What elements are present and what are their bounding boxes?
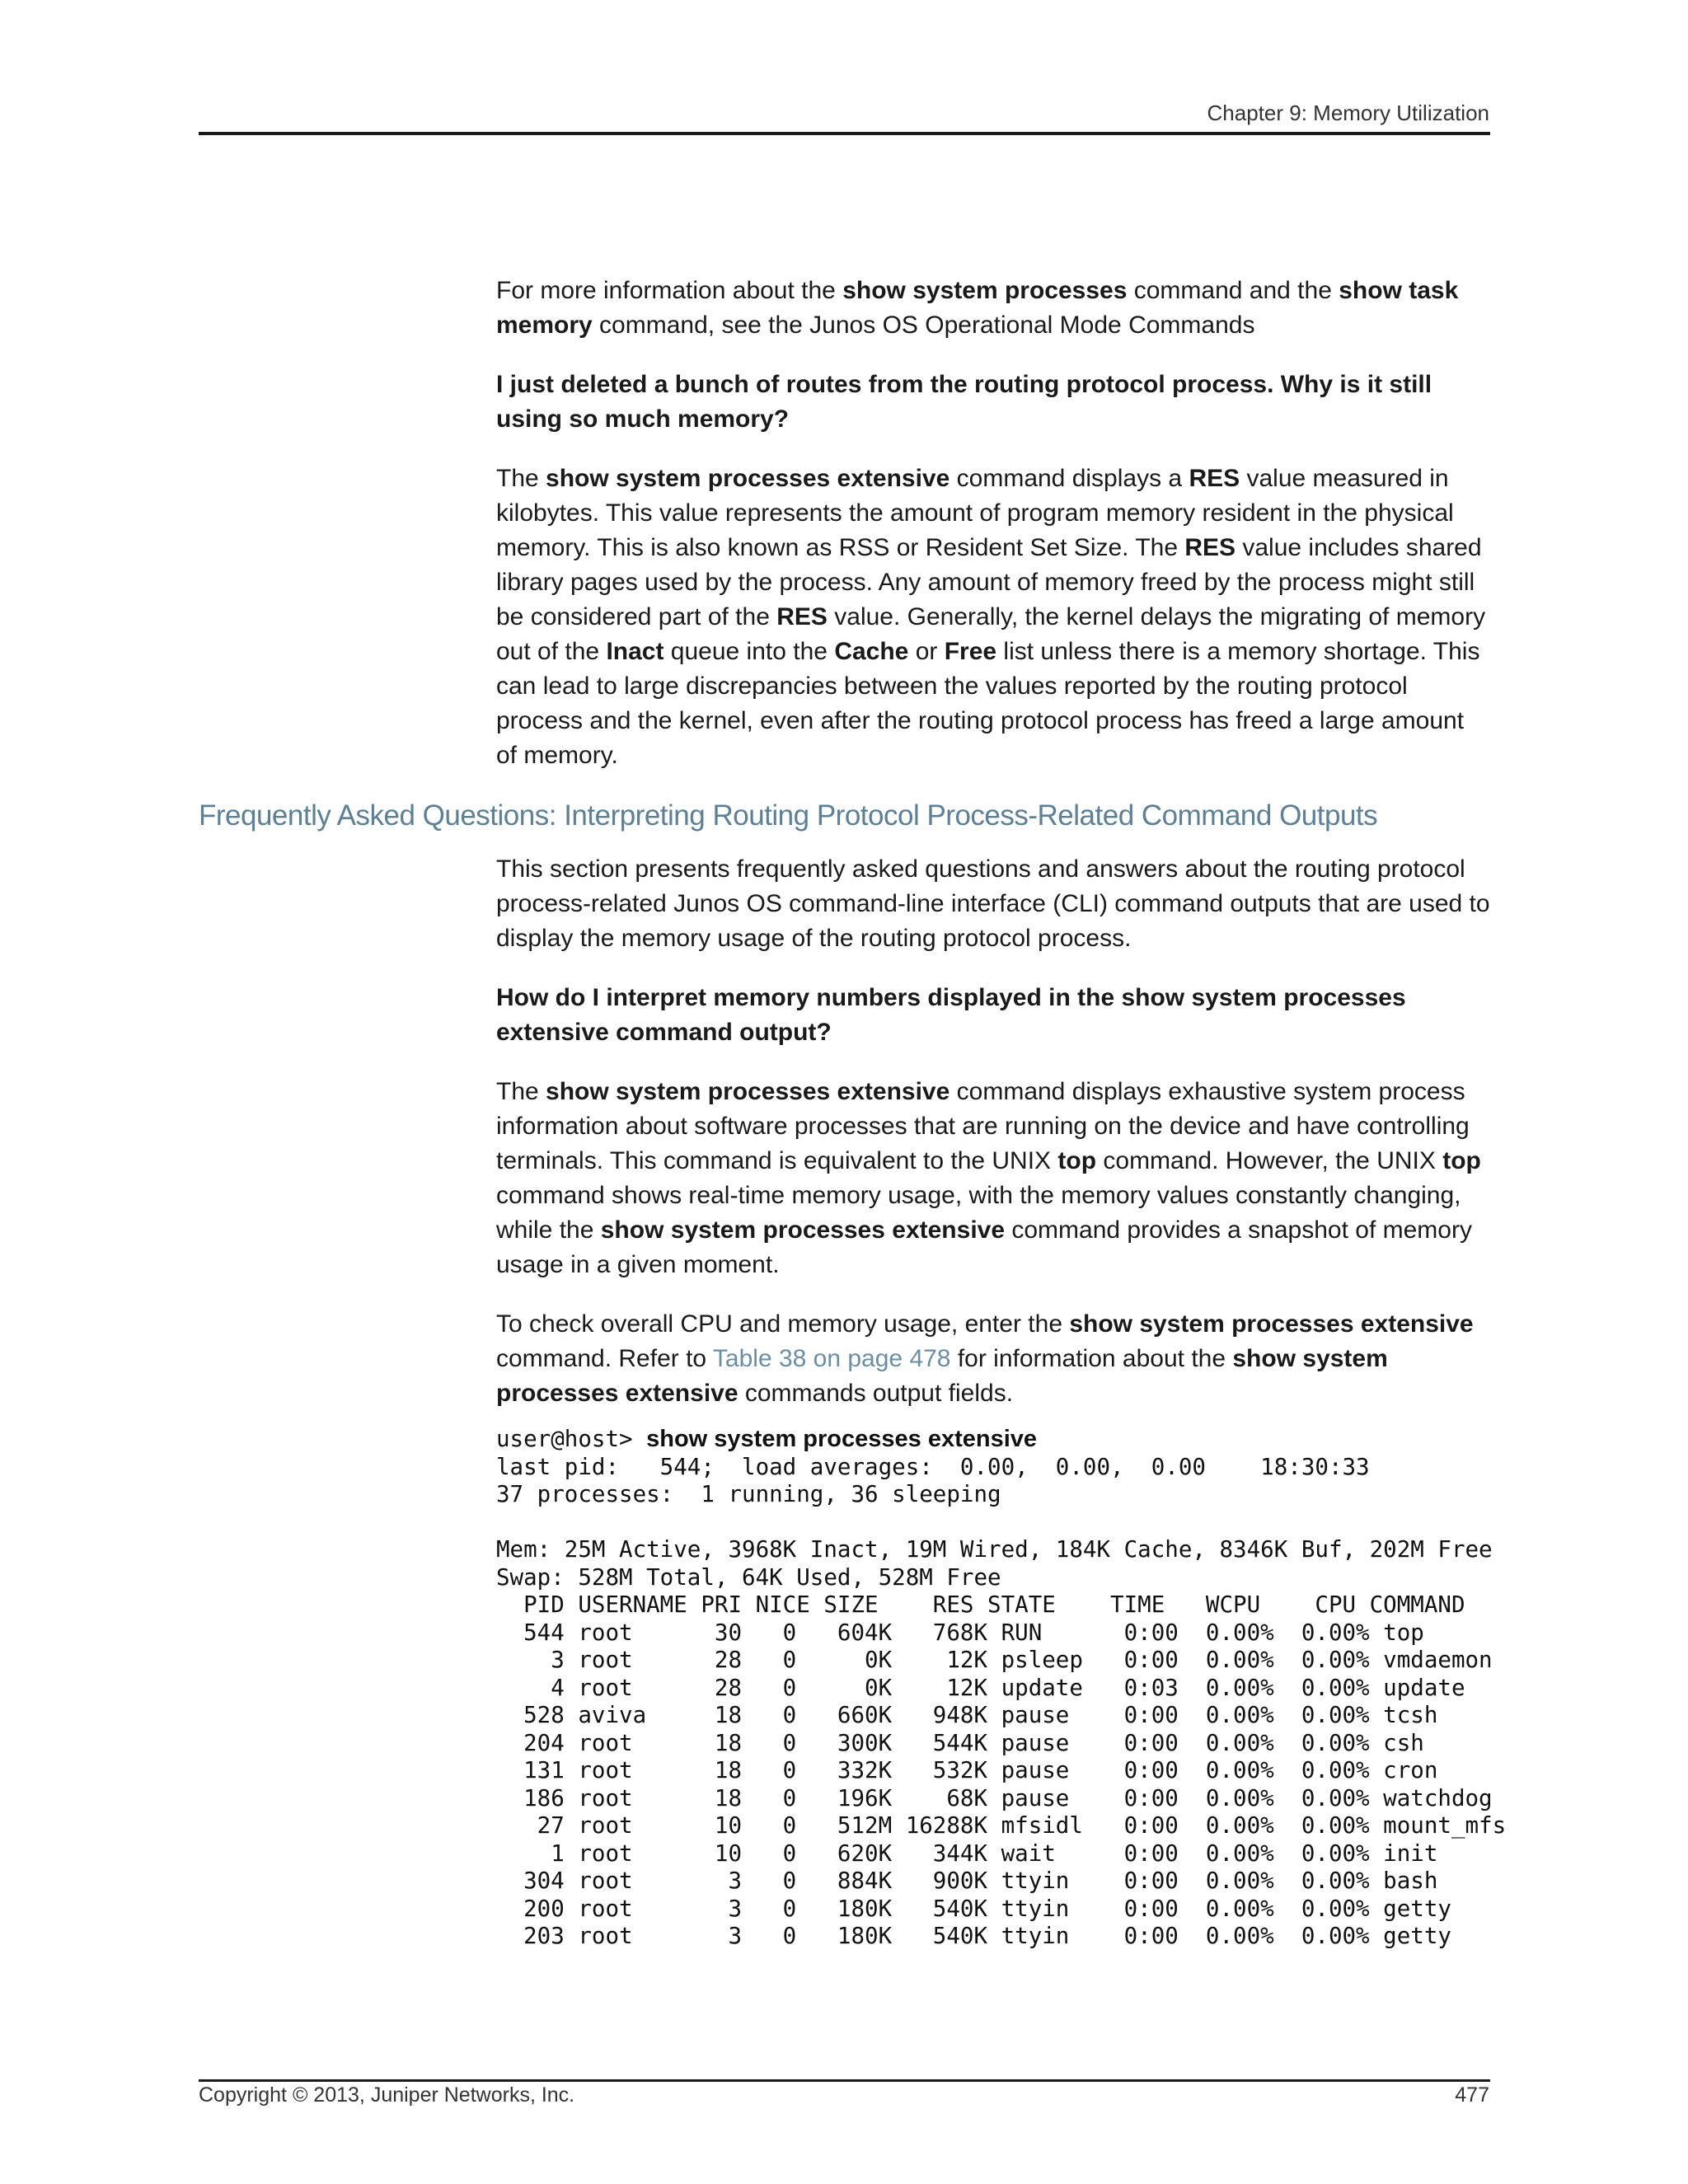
text-run: command. However, the UNIX: [1096, 1147, 1443, 1174]
text-run: The: [496, 1078, 546, 1105]
text-run: command provides a snapshot of memory usage in a given moment.: [496, 1216, 1472, 1278]
text-run: commands output fields.: [738, 1380, 1014, 1407]
text-run: command shows real-time memory usage, with the memory values constantly changing, while the: [496, 1182, 1461, 1244]
field-name: Inact: [606, 638, 664, 665]
running-header: Chapter 9: Memory Utilization: [1207, 101, 1489, 125]
field-name: RES: [1184, 534, 1236, 561]
command-name: top: [1057, 1147, 1097, 1174]
text-run: value measured in kilobytes. This value represents the amount of program memory resident in the physical memory. This is also known as RSS or Resident Set Size. The: [496, 465, 1454, 561]
field-name: RES: [776, 603, 828, 630]
paragraph-check-usage: [496, 1307, 1490, 1411]
text-run: command displays a: [950, 465, 1189, 492]
question-interpret-memory: How do I interpret memory numbers displayed in the show system processes extensive command output?: [496, 984, 1406, 1046]
command-name: show system processes extensive: [546, 465, 950, 492]
command-name: show system processes extensive: [496, 1345, 1388, 1407]
command-name: show system processes extensive: [600, 1216, 1006, 1244]
text-run: command. Refer to: [496, 1345, 713, 1372]
cli-example: [496, 1426, 1507, 1951]
text-run: value includes shared library pages used by the process. Any amount of memory freed by the process might still be considered part of the: [496, 534, 1482, 630]
paragraph-more-info: [496, 274, 1490, 343]
footer-copyright: Copyright © 2013, Juniper Networks, Inc.: [199, 2083, 575, 2107]
field-name: RES: [1189, 465, 1240, 492]
cli-prompt: user@host>: [496, 1426, 647, 1452]
text-run: for information about the: [950, 1345, 1233, 1372]
table-reference-link[interactable]: Table 38 on page 478: [712, 1345, 951, 1372]
command-name: show system processes: [842, 277, 1128, 304]
text-run: list unless there is a memory shortage. This can lead to large discrepancies between the values reported by the routing protocol process and the kernel, even after the routing protocol process has freed a large amount of memory.: [496, 638, 1480, 769]
command-name: show task memory: [496, 277, 1459, 339]
field-name: Free: [944, 638, 997, 665]
page-body: [199, 274, 1507, 1951]
command-name: show system processes extensive: [546, 1078, 950, 1105]
paragraph-section-intro: This section presents frequently asked questions and answers about the routing protocol process-related Junos OS command-line interface (CLI) command outputs that are used to display the memory usage of the routing protocol process.: [496, 855, 1490, 952]
text-run: command and the: [1127, 277, 1339, 304]
command-name: show system processes extensive: [1069, 1310, 1474, 1338]
paragraph-extensive-command: [496, 1075, 1490, 1282]
footer-rule: [199, 2079, 1490, 2082]
page-number: 477: [1455, 2083, 1489, 2107]
text-run: command, see the Junos OS Operational Mode Commands: [592, 312, 1255, 339]
text-run: The: [496, 465, 546, 492]
text-run: value. Generally, the kernel delays the migrating of memory out of the: [496, 603, 1486, 665]
field-name: Cache: [834, 638, 909, 665]
cli-output: last pid: 544; load averages: 0.00, 0.00, 0.00 18:30:33 37 processes: 1 running, 36 sleeping Mem: 25M Active, 3968K Inact, 19M Wired, 184K Cache, 8346K Buf, 202M Free Swap: 528M Total, 64K Used, 528M Free PID USERNAME PRI NICE SIZE RES STATE TIME WCPU CPU COMMAND 544 root 30 0 604K 768K RUN 0:00 0.00% 0.00% top 3 root 28 0 0K 12K psleep 0:00 0.00% 0.00% vmdaemon 4 root 28 0 0K 12K update 0:03 0.00% 0.00% update 528 aviva 18 0 660K 948K pause 0:00 0.00% 0.00% tcsh 204 root 18 0 300K 544K pause 0:00 0.00% 0.00% csh 131 root 18 0 332K 532K pause 0:00 0.00% 0.00% cron 186 root 18 0 196K 68K pause 0:00 0.00% 0.00% watchdog 27 root 10 0 512M 16288K mfsidl 0:00 0.00% 0.00% mount_mfs 1 root 10 0 620K 344K wait 0:00 0.00% 0.00% init 304 root 3 0 884K 900K ttyin 0:00 0.00% 0.00% bash 200 root 3 0 180K 540K ttyin 0:00 0.00% 0.00% getty 203 root 3 0 180K 540K ttyin 0:00 0.00% 0.00% getty: [496, 1453, 1507, 1949]
text-run: To check overall CPU and memory usage, enter the: [496, 1310, 1070, 1338]
question-deleted-routes: I just deleted a bunch of routes from the routing protocol process. Why is it still using so much memory?: [496, 371, 1432, 433]
section-heading: Frequently Asked Questions: Interpreting Routing Protocol Process-Related Command Outputs: [199, 799, 1378, 832]
text-run: For more information about the: [496, 277, 843, 304]
command-name: top: [1442, 1147, 1481, 1174]
paragraph-res-value: [496, 462, 1490, 773]
header-rule: [199, 132, 1490, 135]
text-run: command displays exhaustive system process information about software processes that are running on the device and have controlling terminals. This command is equivalent to the UNIX: [496, 1078, 1470, 1174]
text-run: queue into the: [663, 638, 835, 665]
cli-command: show system processes extensive: [646, 1426, 1038, 1452]
text-run: or: [908, 638, 945, 665]
